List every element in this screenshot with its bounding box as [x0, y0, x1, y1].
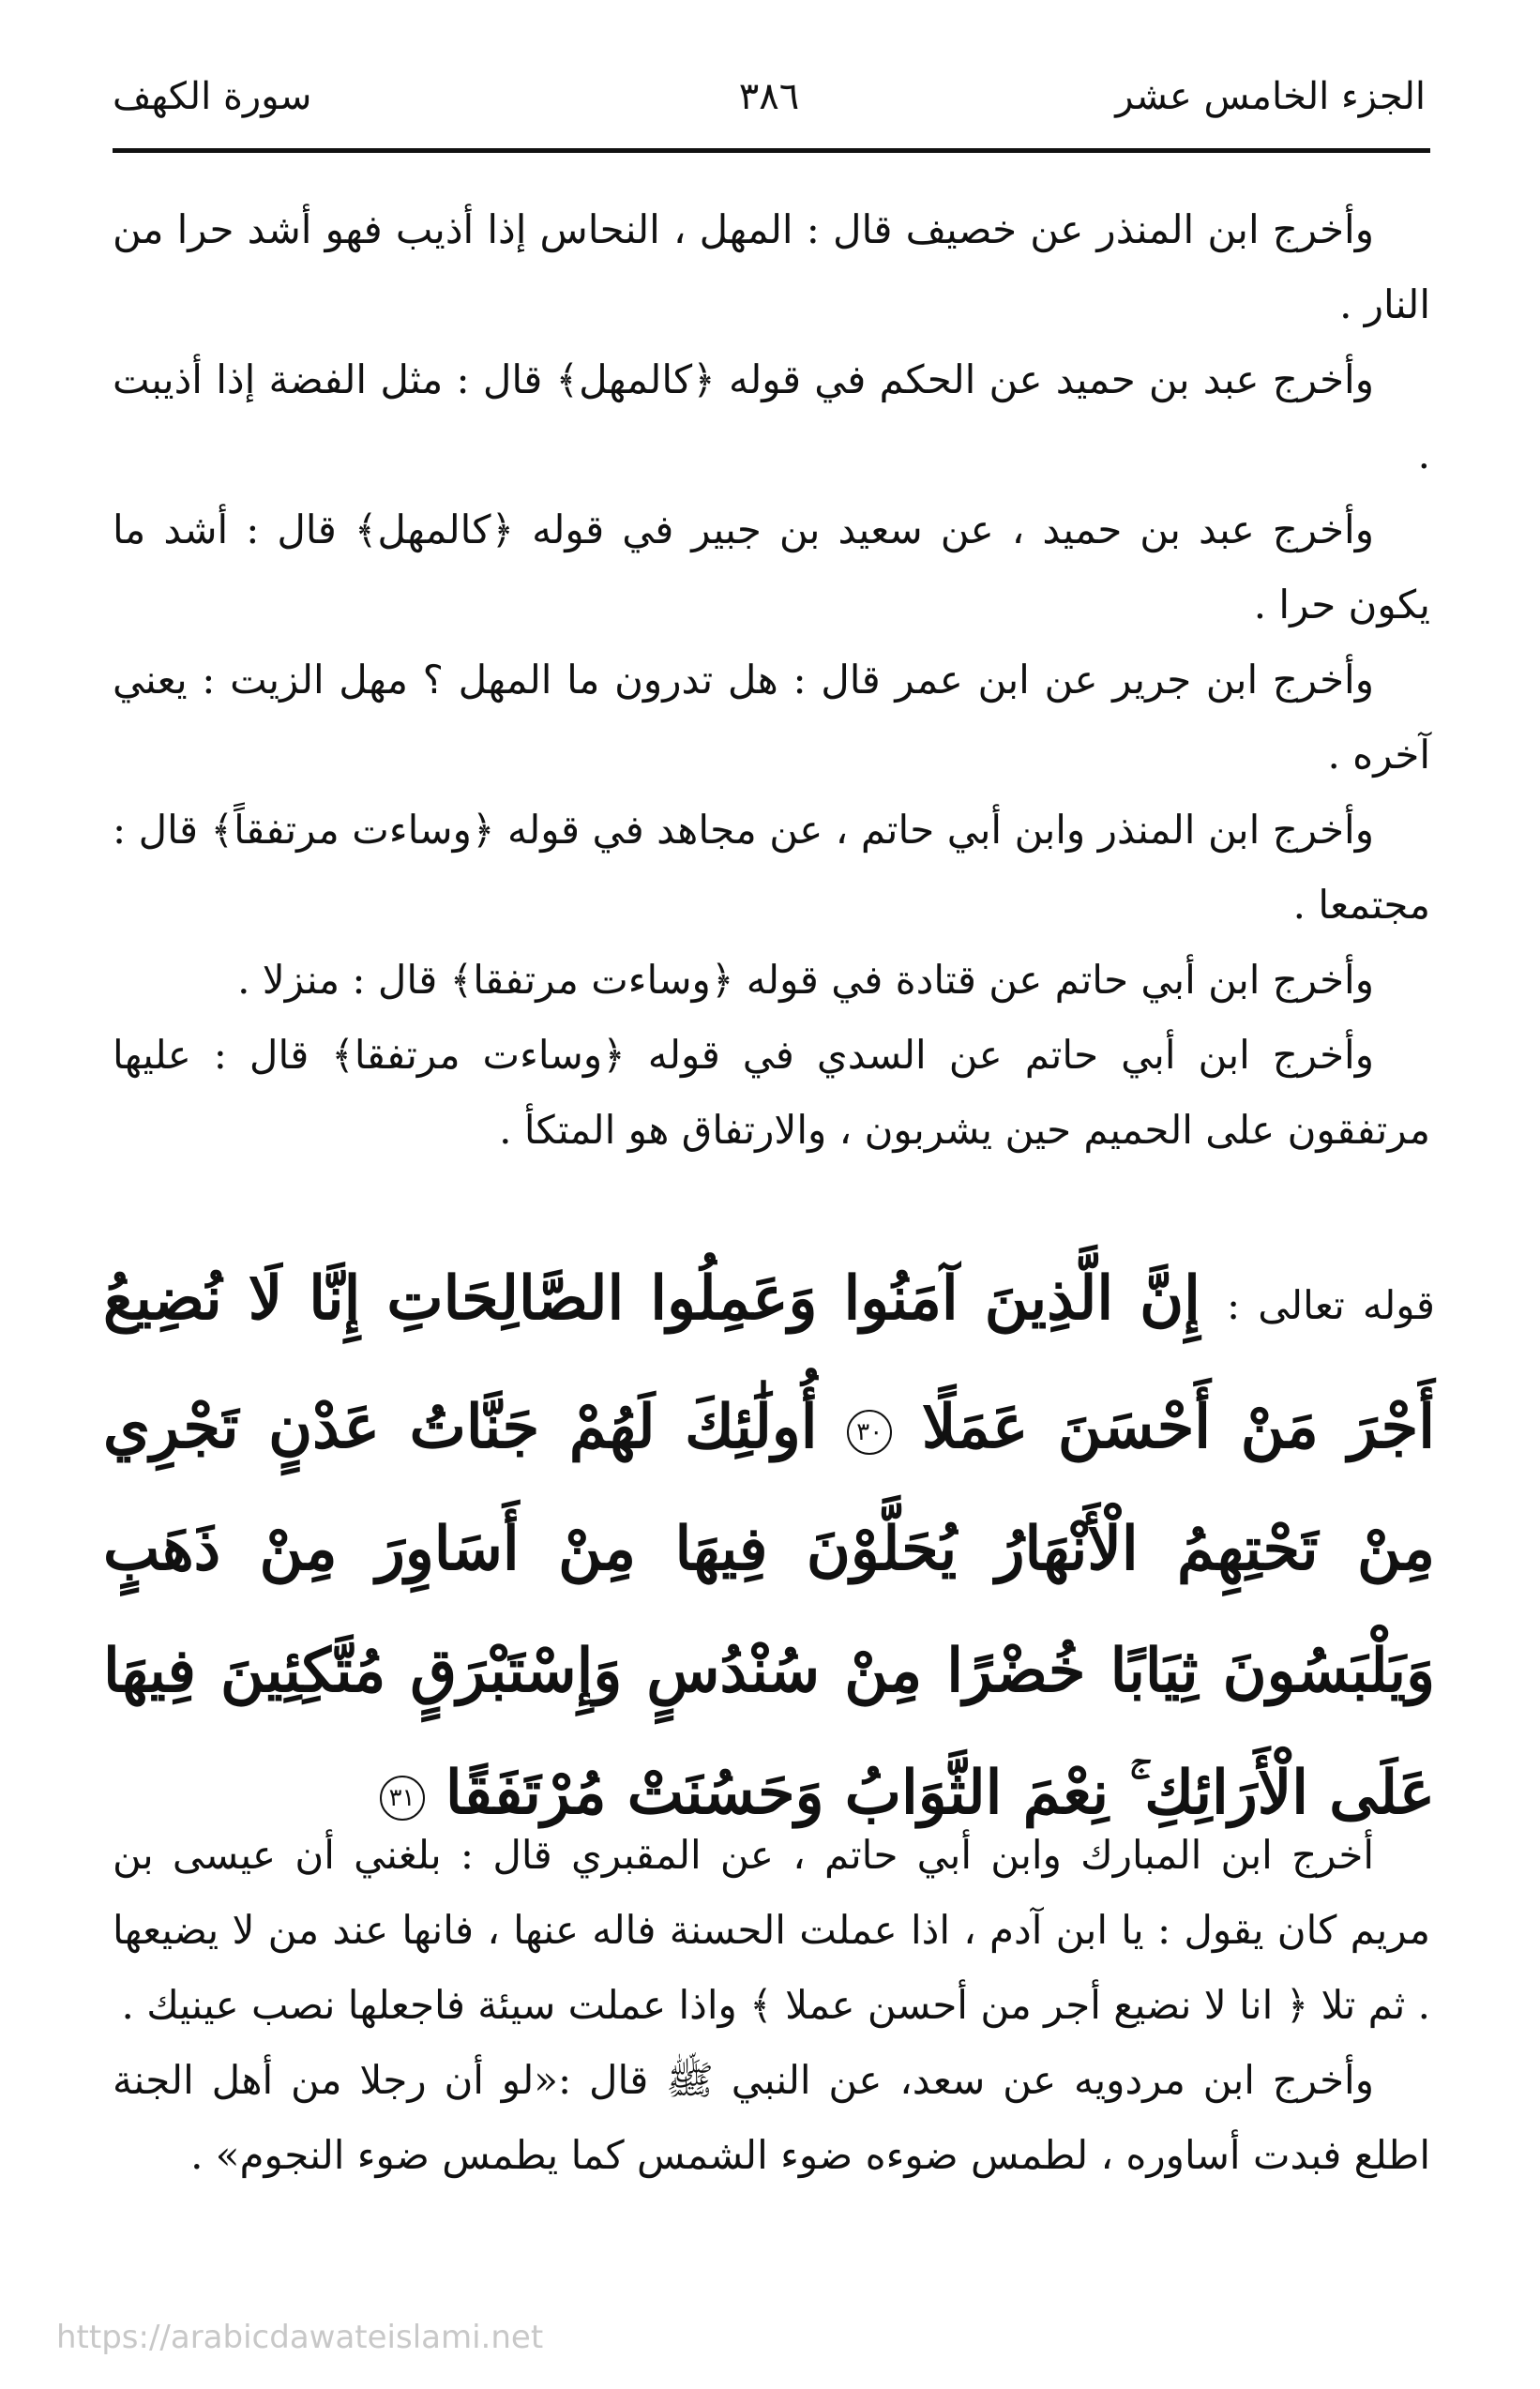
verse-number-marker: ٣١: [380, 1776, 425, 1821]
header-rule: [113, 148, 1430, 153]
paragraph: وأخرج ابن جرير عن ابن عمر قال : هل تدرون ما المهل ؟ مهل الزيت : يعني آخره .: [113, 657, 1430, 778]
page-number: ٣٨٦: [738, 75, 800, 118]
paragraph: وأخرج ابن مردويه عن سعد، عن النبي ﷺ قال :«لو أن رجلا من أهل الجنة اطلع فبدت أساوره ، لطمس ضوءه ضوء الشمس كما يطمس ضوء النجوم» .: [113, 2057, 1430, 2178]
verse-lead: قوله تعالى :: [1227, 1282, 1436, 1328]
verse-text-1: إِنَّ الَّذِينَ آمَنُوا وَعَمِلُوا الصَّالِحَاتِ إِنَّا لَا نُضِيعُ أَجْرَ مَنْ أَحْسَنَ عَمَلًا: [103, 1263, 1436, 1462]
bottom-text-block: [113, 1818, 1430, 2193]
paragraph: وأخرج ابن المنذر وابن أبي حاتم ، عن مجاهد في قوله ﴿وساءت مرتفقاً﴾ قال : مجتمعا .: [113, 807, 1430, 928]
paragraph: وأخرج عبد بن حميد عن الحكم في قوله ﴿كالمهل﴾ قال : مثل الفضة إذا أذيبت .: [113, 356, 1430, 477]
verse-text-2: أُولَٰئِكَ لَهُمْ جَنَّاتُ عَدْنٍ تَجْرِي مِنْ تَحْتِهِمُ الْأَنْهَارُ يُحَلَّوْنَ فِيهَا مِنْ أَسَاوِرَ مِنْ ذَهَبٍ وَيَلْبَسُونَ ثِيَابًا خُضْرًا مِنْ سُنْدُسٍ وَإِسْتَبْرَقٍ مُتَّكِئِينَ فِيهَا عَلَى الْأَرَائِكِ ۚ نِعْمَ الثَّوَابُ وَحَسُنَتْ مُرْتَفَقًا: [103, 1392, 1435, 1828]
verse-number-marker: ٣٠: [847, 1410, 892, 1455]
paragraph: وأخرج ابن أبي حاتم عن قتادة في قوله ﴿وساءت مرتفقا﴾ قال : منزلا .: [237, 957, 1374, 1003]
paragraph: وأخرج ابن أبي حاتم عن السدي في قوله ﴿وساءت مرتفقا﴾ قال : عليها مرتفقون على الحميم حين يشربون ، والارتفاق هو المتكأ .: [113, 1032, 1430, 1153]
surah-title: سورة الكهف: [113, 75, 312, 118]
quran-verse-block: [103, 1238, 1435, 1854]
watermark-url: https://arabicdawateislami.net: [56, 2319, 544, 2356]
paragraph: أخرج ابن المبارك وابن أبي حاتم ، عن المقبري قال : بلغني أن عيسى بن مريم كان يقول : يا ابن آدم ، اذا عملت الحسنة فاله عنها ، فانها عند من لا يضيعها . ثم تلا ﴿ انا لا نضيع أجر من أحسن عملا ﴾ واذا عملت سيئة فاجعلها نصب عينيك .: [113, 1832, 1430, 2028]
top-text-block: [113, 192, 1430, 1168]
paragraph: وأخرج ابن المنذر عن خصيف قال : المهل ، النحاس إذا أذيب فهو أشد حرا من النار .: [113, 206, 1430, 327]
part-title: الجزء الخامس عشر: [1115, 75, 1426, 118]
paragraph: وأخرج عبد بن حميد ، عن سعيد بن جبير في قوله ﴿كالمهل﴾ قال : أشد ما يكون حرا .: [113, 507, 1430, 627]
page-header: [113, 66, 1426, 150]
